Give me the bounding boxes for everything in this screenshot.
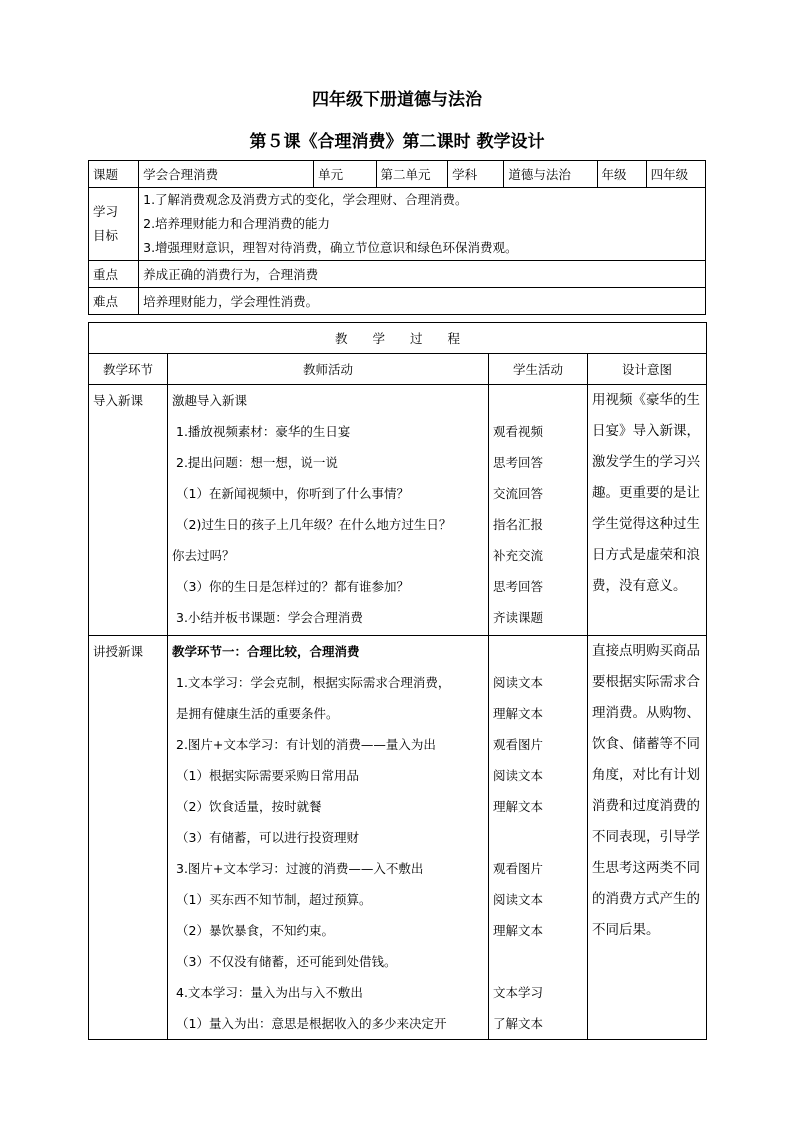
teacher-line: 1.文本学习：学会克制，根据实际需求合理消费， (176, 675, 451, 690)
info-row-topic (89, 161, 706, 188)
info-row-difficulty (89, 288, 706, 315)
teacher-line: （3）你的生日是怎样过的？都有谁参加？ (176, 579, 409, 594)
stage-cell: 导入新课 (89, 385, 168, 636)
student-line: 理解文本 (493, 799, 544, 814)
student-line: 阅读文本 (493, 675, 544, 690)
teacher-activity-cell (168, 636, 489, 1040)
subject-value: 道德与法治 (504, 161, 597, 188)
header-intent: 设计意图 (588, 354, 707, 385)
info-row-goals (89, 188, 706, 261)
teacher-line: （1）在新闻视频中，你听到了什么事情？ (176, 486, 409, 501)
info-row-key (89, 261, 706, 288)
student-line: 文本学习 (493, 985, 544, 1000)
difficulty-label: 难点 (89, 288, 139, 315)
teacher-line: 1.播放视频素材：豪华的生日宴 (176, 424, 351, 439)
process-title: 教 学 过 程 (89, 323, 707, 354)
goals-label (89, 188, 139, 261)
student-line: 观看视频 (493, 424, 544, 439)
teacher-line: 教学环节一：合理比较，合理消费 (172, 644, 360, 659)
student-line: 补充交流 (493, 548, 544, 563)
teacher-line: （3）不仅没有储蓄，还可能到处借钱。 (176, 954, 397, 969)
student-line: 齐读课题 (493, 610, 544, 625)
goals-label-line-1: 学习 (93, 204, 119, 219)
teacher-line: 4.文本学习：量入为出与入不敷出 (176, 985, 363, 1000)
student-activity-cell (489, 636, 588, 1040)
teacher-line: （2)过生日的孩子上几年级？在什么地方过生日？ (176, 517, 452, 532)
teacher-line: （1）量入为出：意思是根据收入的多少来决定开 (176, 1016, 447, 1031)
difficulty-value: 培养理财能力，学会理性消费。 (139, 288, 706, 315)
grade-value: 四年级 (646, 161, 705, 188)
teacher-line: 2.提出问题：想一想，说一说 (176, 455, 338, 470)
goal-item: 2.培养理财能力和合理消费的能力 (143, 216, 331, 231)
stage-cell: 讲授新课 (89, 636, 168, 1040)
goal-item: 1.了解消费观念及消费方式的变化，学会理财、合理消费。 (143, 192, 468, 207)
unit-label: 单元 (314, 161, 376, 188)
student-line: 思考回答 (493, 455, 544, 470)
document-subtitle: 第５课《合理消费》第二课时 教学设计 (249, 132, 545, 152)
header-stage: 教学环节 (89, 354, 168, 385)
teacher-line: （3）有储蓄，可以进行投资理财 (176, 830, 359, 845)
goals-list (139, 188, 706, 261)
process-row-new-lesson (89, 636, 707, 1040)
student-line (493, 946, 583, 977)
teacher-line: 你去过吗？ (172, 548, 235, 563)
student-line (493, 822, 583, 853)
student-line: 交流回答 (493, 486, 544, 501)
teacher-line: （2）暴饮暴食，不知约束。 (176, 923, 334, 938)
teacher-line: 是拥有健康生活的重要条件。 (176, 706, 339, 721)
key-value: 养成正确的消费行为，合理消费 (139, 261, 706, 288)
subject-label: 学科 (448, 161, 504, 188)
process-row-intro (89, 385, 707, 636)
teacher-activity-cell (168, 385, 489, 636)
process-title-row (89, 323, 707, 354)
header-teacher: 教师活动 (168, 354, 489, 385)
header-student: 学生活动 (489, 354, 588, 385)
key-label: 重点 (89, 261, 139, 288)
student-line: 观看图片 (493, 861, 544, 876)
goal-item: 3.增强理财意识，理智对待消费，确立节位意识和绿色环保消费观。 (143, 240, 518, 255)
topic-value: 学会合理消费 (139, 161, 314, 188)
teacher-line: 2.图片+文本学习：有计划的消费——量入为出 (176, 737, 436, 752)
teacher-line: （2）饮食适量，按时就餐 (176, 799, 322, 814)
student-line: 阅读文本 (493, 768, 544, 783)
lesson-info-table (88, 160, 706, 315)
student-line: 指名汇报 (493, 517, 544, 532)
design-intent-cell: 用视频《豪华的生日宴》导入新课，激发学生的学习兴趣。更重要的是让学生觉得这种过生日方式是虚荣和浪费，没有意义。 (588, 385, 707, 636)
student-line: 理解文本 (493, 923, 544, 938)
teacher-line: 3.图片+文本学习：过渡的消费——入不敷出 (176, 861, 424, 876)
student-line: 了解文本 (493, 1016, 544, 1031)
student-line (493, 636, 583, 667)
grade-label: 年级 (597, 161, 646, 188)
process-header-row (89, 354, 707, 385)
topic-label: 课题 (89, 161, 139, 188)
student-line: 观看图片 (493, 737, 544, 752)
unit-value: 第二单元 (376, 161, 448, 188)
student-line: 阅读文本 (493, 892, 544, 907)
teacher-line: （1）买东西不知节制，超过预算。 (176, 892, 372, 907)
student-line: 思考回答 (493, 579, 544, 594)
document-title: 四年级下册道德与法治 (312, 90, 482, 110)
goals-label-line-2: 目标 (93, 228, 119, 243)
teacher-line: 激趣导入新课 (172, 393, 248, 408)
student-activity-cell (489, 385, 588, 636)
student-line: 理解文本 (493, 706, 544, 721)
design-intent-cell: 直接点明购买商品要根据实际需求合理消费。从购物、饮食、储蓄等不同角度，对比有计划消费和过度消费的不同表现，引导学生思考这两类不同的消费方式产生的不同后果。 (588, 636, 707, 1040)
teacher-line: （1）根据实际需要采购日常用品 (176, 768, 359, 783)
teacher-line: 3.小结并板书课题：学会合理消费 (176, 610, 363, 625)
student-line (493, 385, 583, 416)
teaching-process-table (88, 322, 707, 1040)
